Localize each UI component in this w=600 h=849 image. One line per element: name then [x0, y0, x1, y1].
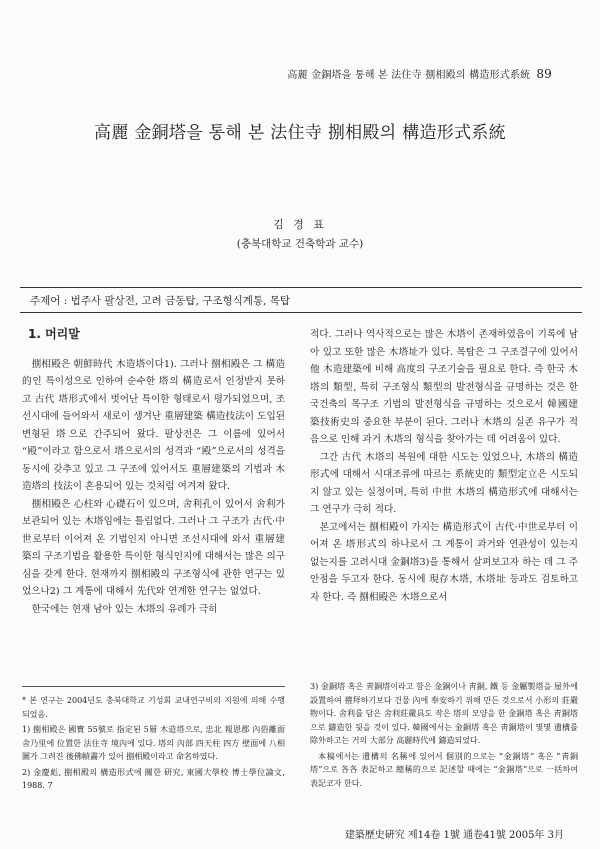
keywords: 주제어 : 법주사 팔상전, 고려 금동탑, 구조형식계통, 목탑 — [30, 295, 291, 307]
body-paragraph: 한국에는 현재 남아 있는 木塔의 유례가 극히 — [31, 603, 218, 615]
running-head-title: 高麗 金銅塔을 통해 본 法住寺 捌相殿의 構造形式系統 — [287, 70, 531, 81]
footnotes-right — [310, 680, 578, 792]
page-number: 89 — [536, 67, 552, 81]
footnote: 1) 捌相殿은 國寶 55號로 指定된 5層 木造塔으로, 忠北 報恩郡 內俗離面 舍乃里에 位置한 法住寺 境內에 있다. 塔의 內部 四天柱 四方 壁面에 八相圖가 그려진 後佛幀畵가 있어 捌相殿이라고 命名하였다. — [22, 725, 285, 761]
footnotes-left — [22, 694, 285, 795]
paper-title: 高麗 金銅塔을 통해 본 法住寺 捌相殿의 構造形式系統 — [94, 123, 506, 143]
body-paragraph: 捌相殿은 朝鮮時代 木造塔이다1). 그러나 捌相殿은 그 構造的인 특이성으로 인하여 순수한 塔의 構造로서 인정받지 못하고 古代 塔形式에서 벗어난 특이한 형태로서 평가되었으며, 조선시대에 들어와서 새로이 생겨난 重層建築 構造技法이 도입된 변형된 塔으로 간주되어 왔다. 팔상전은 그 이름에 있어서 “殿”이라고 함으로서 塔으로서의 성격과 “殿”으로서의 성격을 동시에 갖추고 있고 그 구조에 있어서도 重層建築의 기법과 木造塔의 技法이 혼용되어 있는 것처럼 여겨져 왔다. — [22, 358, 285, 492]
section-heading: 1. 머리말 — [28, 327, 80, 341]
running-head — [287, 66, 552, 81]
body-paragraph: 그간 古代 木塔의 복원에 대한 시도는 있었으나, 木塔의 構造形式에 대해서 시대조류에 따르는 系統史的 類型定立은 시도되지 않고 있는 실정이며, 특히 中世 木塔의 構造形式에 대해서는 그 연구가 극히 적다. — [310, 451, 578, 515]
footnote: 3) 金銅塔 혹은 靑銅塔이라고 함은 金銅이나 靑銅, 鐵 등 金屬製塔을 屋外에 設置하여 禮拜하기보다 건물 內에 奉安하기 위해 만든 것으로서 小形의 莊嚴物이다. 舍利를 담은 舍利莊嚴具도 작은 塔의 모양을 한 金銅塔 혹은 靑銅塔으로 鑄造한 뒷을 것이 있다. 韓國에서는 金銅塔 혹은 靑銅塔이 몇몇 遺構를 除外하고는 거의 大部分 高麗時代에 鑄造되었다. — [310, 682, 578, 745]
left-column — [22, 326, 285, 618]
footnote-divider — [22, 686, 285, 687]
footnote: 2) 金慶彪, 捌相殿의 構造形式에 關한 研究, 東國大學校 博士學位論文, 1988. 7 — [22, 767, 285, 790]
right-column — [310, 326, 578, 606]
author-affiliation: (충북대학교 건축학과 교수) — [236, 238, 364, 250]
body-paragraph: 적다. 그러나 역사적으로는 많은 木塔이 존재하였음이 기록에 남아 있고 또한 많은 木塔址가 있다. 목탑은 그 구조결구에 있어서 他 木造建築에 비해 高度의 구조기술을 필요로 한다. 즉 한국 木塔의 類型, 특히 구조형식 類型의 발전형식을 규명하는 것은 한국건축의 목구조 기법의 발전형식을 규명하는 것으로서 韓國建築技術史의 중요한 부분이 된다. 그러나 木塔의 실존 유구가 적음으로 인해 과거 木塔의 형식을 찾아가는 데 어려움이 있다. — [310, 329, 578, 445]
author-name: 김 경 표 — [273, 218, 327, 231]
footnote: * 본 연구는 2004년도 충북대학교 기성회 교내연구비의 지원에 의해 수행되었음. — [22, 696, 285, 719]
journal-footer: 建築歷史硏究 제14卷 1號 通卷41號 2005年 3月 — [344, 830, 564, 841]
footnote: 本稿에서는 遺構의 名稱에 있어서 個別的으로는 “金銅塔” 혹은 “靑銅塔”으로 各各 表記하고 總稱的으로 記述할 때에는 “金銅塔”으로 一括하여 表記코자 한다. — [310, 751, 578, 788]
body-paragraph: 捌相殿은 心柱와 心礎石이 있으며, 舍利孔이 있어서 舍利가 보관되어 있는 木塔임에는 틀림없다. 그러나 그 구조가 古代·中世로부터 이어져 온 기법인지 아니면 조선시대에 와서 重層建築의 구조기법을 활용한 특이한 형식인지에 대해서는 많은 의구심을 갖게 한다. 현재까지 捌相殿의 구조형식에 관한 연구는 있었으나2) 그 계통에 대해서 先代와 연계한 연구는 없었다. — [22, 498, 285, 597]
keywords-box — [20, 287, 582, 313]
body-paragraph: 본고에서는 捌相殿이 가지는 構造形式이 古代·中世로부터 이어져 온 塔形式의 하나로서 그 계통이 과거와 연관성이 있는지 없는지를 고려시대 金銅塔3)을 통해서 살펴보고자 하는 데 그 주안점을 두고자 한다. 동시에 現存木塔, 木塔址 등과도 검토하고자 한다. 즉 捌相殿은 木塔으로서 — [310, 521, 578, 603]
